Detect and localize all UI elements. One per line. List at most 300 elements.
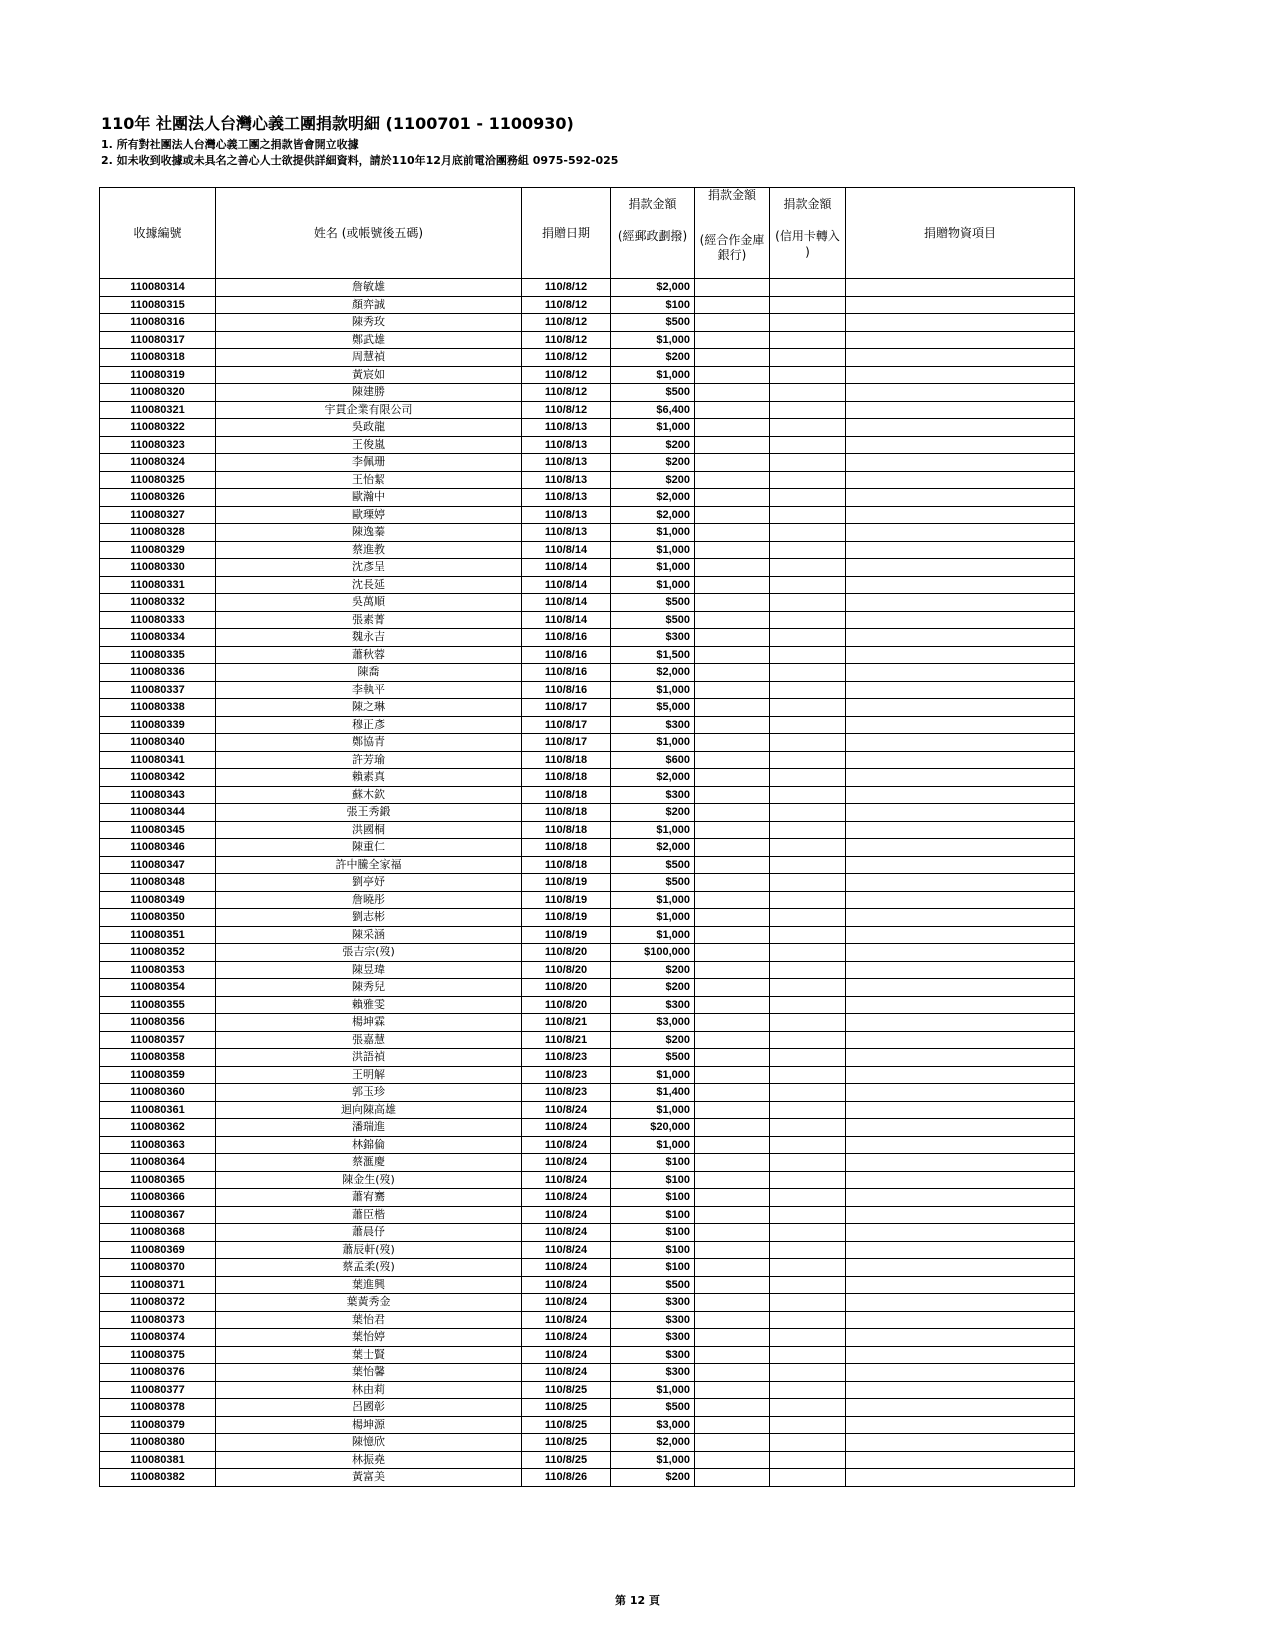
- table-row: [100, 279, 1075, 297]
- postal-amount-cell: $1,500: [611, 646, 695, 664]
- receipt-cell: 110080370: [100, 1259, 216, 1277]
- items-cell: [846, 1294, 1075, 1312]
- bank-amount-cell: [695, 856, 770, 874]
- table-row: [100, 961, 1075, 979]
- items-cell: [846, 961, 1075, 979]
- date-cell: 110/8/24: [522, 1136, 611, 1154]
- date-cell: 110/8/13: [522, 524, 611, 542]
- items-cell: [846, 734, 1075, 752]
- date-cell: 110/8/18: [522, 751, 611, 769]
- bank-amount-cell: [695, 909, 770, 927]
- receipt-cell: 110080378: [100, 1399, 216, 1417]
- credit-amount-cell: [770, 699, 846, 717]
- donor-name-cell: 穆正彥: [216, 716, 522, 734]
- credit-amount-cell: [770, 436, 846, 454]
- credit-amount-cell: [770, 1259, 846, 1277]
- postal-amount-cell: $1,400: [611, 1084, 695, 1102]
- date-cell: 110/8/12: [522, 384, 611, 402]
- bank-amount-cell: [695, 1206, 770, 1224]
- header-row: [100, 188, 1075, 279]
- bank-amount-cell: [695, 1434, 770, 1452]
- receipt-cell: 110080335: [100, 646, 216, 664]
- receipt-cell: 110080325: [100, 471, 216, 489]
- bank-amount-cell: [695, 1276, 770, 1294]
- credit-amount-cell: [770, 524, 846, 542]
- table-row: [100, 629, 1075, 647]
- credit-amount-cell: [770, 384, 846, 402]
- table-row: [100, 559, 1075, 577]
- receipt-cell: 110080352: [100, 944, 216, 962]
- postal-amount-cell: $6,400: [611, 401, 695, 419]
- donor-name-cell: 蕭宥騫: [216, 1189, 522, 1207]
- credit-amount-cell: [770, 1014, 846, 1032]
- date-cell: 110/8/12: [522, 296, 611, 314]
- bank-amount-cell: [695, 629, 770, 647]
- items-cell: [846, 331, 1075, 349]
- credit-amount-cell: [770, 1434, 846, 1452]
- date-cell: 110/8/25: [522, 1451, 611, 1469]
- date-cell: 110/8/17: [522, 699, 611, 717]
- postal-amount-cell: $200: [611, 349, 695, 367]
- postal-amount-cell: $1,000: [611, 559, 695, 577]
- table-row: [100, 1294, 1075, 1312]
- receipt-cell: 110080346: [100, 839, 216, 857]
- donor-name-cell: 張吉宗(歿): [216, 944, 522, 962]
- header-items: 捐贈物資項目: [846, 188, 1075, 279]
- credit-amount-cell: [770, 419, 846, 437]
- donor-name-cell: 李佩珊: [216, 454, 522, 472]
- date-cell: 110/8/23: [522, 1084, 611, 1102]
- postal-amount-cell: $1,000: [611, 1101, 695, 1119]
- postal-amount-cell: $200: [611, 961, 695, 979]
- bank-amount-cell: [695, 646, 770, 664]
- table-row: [100, 1206, 1075, 1224]
- date-cell: 110/8/25: [522, 1416, 611, 1434]
- table-row: [100, 1189, 1075, 1207]
- donor-name-cell: 吳政龍: [216, 419, 522, 437]
- receipt-cell: 110080341: [100, 751, 216, 769]
- items-cell: [846, 384, 1075, 402]
- items-cell: [846, 856, 1075, 874]
- credit-amount-cell: [770, 314, 846, 332]
- credit-amount-cell: [770, 1329, 846, 1347]
- header-bank-amount: 捐款金額 (經合作金庫 銀行): [695, 188, 770, 279]
- items-cell: [846, 769, 1075, 787]
- items-cell: [846, 874, 1075, 892]
- date-cell: 110/8/14: [522, 611, 611, 629]
- items-cell: [846, 1084, 1075, 1102]
- credit-amount-cell: [770, 891, 846, 909]
- receipt-cell: 110080372: [100, 1294, 216, 1312]
- credit-amount-cell: [770, 1241, 846, 1259]
- donor-name-cell: 陳憶欣: [216, 1434, 522, 1452]
- postal-amount-cell: $300: [611, 996, 695, 1014]
- donor-name-cell: 洪語禎: [216, 1049, 522, 1067]
- receipt-cell: 110080350: [100, 909, 216, 927]
- date-cell: 110/8/25: [522, 1434, 611, 1452]
- postal-amount-cell: $2,000: [611, 664, 695, 682]
- credit-amount-cell: [770, 734, 846, 752]
- header-date: 捐贈日期: [522, 188, 611, 279]
- credit-amount-cell: [770, 786, 846, 804]
- date-cell: 110/8/24: [522, 1294, 611, 1312]
- receipt-cell: 110080344: [100, 804, 216, 822]
- receipt-cell: 110080373: [100, 1311, 216, 1329]
- credit-amount-cell: [770, 1364, 846, 1382]
- credit-amount-cell: [770, 454, 846, 472]
- bank-amount-cell: [695, 1066, 770, 1084]
- table-row: [100, 716, 1075, 734]
- credit-amount-cell: [770, 821, 846, 839]
- table-row: [100, 541, 1075, 559]
- items-cell: [846, 419, 1075, 437]
- date-cell: 110/8/24: [522, 1259, 611, 1277]
- postal-amount-cell: $100: [611, 1241, 695, 1259]
- credit-amount-cell: [770, 1381, 846, 1399]
- donor-name-cell: 蔡滙慶: [216, 1154, 522, 1172]
- receipt-cell: 110080359: [100, 1066, 216, 1084]
- bank-amount-cell: [695, 471, 770, 489]
- table-row: [100, 454, 1075, 472]
- table-row: [100, 1346, 1075, 1364]
- items-cell: [846, 401, 1075, 419]
- donor-name-cell: 楊坤霖: [216, 1014, 522, 1032]
- credit-amount-cell: [770, 1346, 846, 1364]
- postal-amount-cell: $500: [611, 856, 695, 874]
- bank-amount-cell: [695, 1154, 770, 1172]
- date-cell: 110/8/14: [522, 576, 611, 594]
- donor-name-cell: 葉怡馨: [216, 1364, 522, 1382]
- receipt-cell: 110080326: [100, 489, 216, 507]
- donor-name-cell: 許中騰全家福: [216, 856, 522, 874]
- table-row: [100, 944, 1075, 962]
- items-cell: [846, 1259, 1075, 1277]
- receipt-cell: 110080368: [100, 1224, 216, 1242]
- items-cell: [846, 1469, 1075, 1487]
- items-cell: [846, 1136, 1075, 1154]
- credit-amount-cell: [770, 1031, 846, 1049]
- items-cell: [846, 1206, 1075, 1224]
- receipt-cell: 110080358: [100, 1049, 216, 1067]
- date-cell: 110/8/12: [522, 314, 611, 332]
- bank-amount-cell: [695, 576, 770, 594]
- credit-amount-cell: [770, 909, 846, 927]
- items-cell: [846, 524, 1075, 542]
- credit-amount-cell: [770, 716, 846, 734]
- bank-amount-cell: [695, 1189, 770, 1207]
- postal-amount-cell: $2,000: [611, 1434, 695, 1452]
- date-cell: 110/8/16: [522, 681, 611, 699]
- postal-amount-cell: $1,000: [611, 366, 695, 384]
- table-row: [100, 1031, 1075, 1049]
- bank-amount-cell: [695, 524, 770, 542]
- table-row: [100, 1066, 1075, 1084]
- bank-amount-cell: [695, 1399, 770, 1417]
- postal-amount-cell: $300: [611, 1364, 695, 1382]
- donor-name-cell: 陳采涵: [216, 926, 522, 944]
- credit-amount-cell: [770, 1154, 846, 1172]
- table-row: [100, 1451, 1075, 1469]
- receipt-cell: 110080365: [100, 1171, 216, 1189]
- donor-name-cell: 蕭晨伃: [216, 1224, 522, 1242]
- donor-name-cell: 郭玉珍: [216, 1084, 522, 1102]
- bank-amount-cell: [695, 734, 770, 752]
- date-cell: 110/8/12: [522, 279, 611, 297]
- items-cell: [846, 611, 1075, 629]
- credit-amount-cell: [770, 1399, 846, 1417]
- receipt-cell: 110080317: [100, 331, 216, 349]
- bank-amount-cell: [695, 786, 770, 804]
- date-cell: 110/8/24: [522, 1276, 611, 1294]
- items-cell: [846, 751, 1075, 769]
- credit-amount-cell: [770, 926, 846, 944]
- items-cell: [846, 926, 1075, 944]
- receipt-cell: 110080376: [100, 1364, 216, 1382]
- receipt-cell: 110080360: [100, 1084, 216, 1102]
- credit-amount-cell: [770, 489, 846, 507]
- date-cell: 110/8/17: [522, 716, 611, 734]
- postal-amount-cell: $300: [611, 629, 695, 647]
- credit-amount-cell: [770, 1451, 846, 1469]
- items-cell: [846, 471, 1075, 489]
- bank-amount-cell: [695, 681, 770, 699]
- receipt-cell: 110080316: [100, 314, 216, 332]
- date-cell: 110/8/14: [522, 541, 611, 559]
- table-row: [100, 1399, 1075, 1417]
- date-cell: 110/8/18: [522, 769, 611, 787]
- date-cell: 110/8/18: [522, 804, 611, 822]
- date-cell: 110/8/18: [522, 786, 611, 804]
- donor-name-cell: 陳秀玫: [216, 314, 522, 332]
- date-cell: 110/8/12: [522, 401, 611, 419]
- items-cell: [846, 1031, 1075, 1049]
- date-cell: 110/8/13: [522, 506, 611, 524]
- date-cell: 110/8/16: [522, 629, 611, 647]
- bank-amount-cell: [695, 349, 770, 367]
- postal-amount-cell: $100: [611, 1171, 695, 1189]
- receipt-cell: 110080349: [100, 891, 216, 909]
- table-row: [100, 1276, 1075, 1294]
- credit-amount-cell: [770, 401, 846, 419]
- bank-amount-cell: [695, 996, 770, 1014]
- items-cell: [846, 1399, 1075, 1417]
- bank-amount-cell: [695, 1381, 770, 1399]
- receipt-cell: 110080315: [100, 296, 216, 314]
- date-cell: 110/8/24: [522, 1119, 611, 1137]
- donor-name-cell: 周慧禎: [216, 349, 522, 367]
- postal-amount-cell: $1,000: [611, 891, 695, 909]
- receipt-cell: 110080354: [100, 979, 216, 997]
- items-cell: [846, 1276, 1075, 1294]
- date-cell: 110/8/20: [522, 979, 611, 997]
- date-cell: 110/8/12: [522, 331, 611, 349]
- bank-amount-cell: [695, 961, 770, 979]
- table-row: [100, 1241, 1075, 1259]
- donor-name-cell: 迴向陳高雄: [216, 1101, 522, 1119]
- bank-amount-cell: [695, 1101, 770, 1119]
- credit-amount-cell: [770, 1189, 846, 1207]
- table-row: [100, 296, 1075, 314]
- table-row: [100, 366, 1075, 384]
- postal-amount-cell: $5,000: [611, 699, 695, 717]
- donor-name-cell: 呂國彰: [216, 1399, 522, 1417]
- donor-name-cell: 陳喬: [216, 664, 522, 682]
- date-cell: 110/8/25: [522, 1399, 611, 1417]
- receipt-cell: 110080333: [100, 611, 216, 629]
- credit-amount-cell: [770, 874, 846, 892]
- header-credit-amount: 捐款金額 (信用卡轉入 ): [770, 188, 846, 279]
- postal-amount-cell: $200: [611, 454, 695, 472]
- bank-amount-cell: [695, 1294, 770, 1312]
- donor-name-cell: 賴雅雯: [216, 996, 522, 1014]
- receipt-cell: 110080375: [100, 1346, 216, 1364]
- items-cell: [846, 944, 1075, 962]
- date-cell: 110/8/20: [522, 961, 611, 979]
- donor-name-cell: 蔡孟柔(歿): [216, 1259, 522, 1277]
- receipt-cell: 110080319: [100, 366, 216, 384]
- date-cell: 110/8/24: [522, 1224, 611, 1242]
- receipt-cell: 110080380: [100, 1434, 216, 1452]
- receipt-cell: 110080342: [100, 769, 216, 787]
- donor-name-cell: 蕭臣楷: [216, 1206, 522, 1224]
- bank-amount-cell: [695, 1014, 770, 1032]
- date-cell: 110/8/26: [522, 1469, 611, 1487]
- items-cell: [846, 541, 1075, 559]
- table-row: [100, 769, 1075, 787]
- table-row: [100, 314, 1075, 332]
- table-row: [100, 576, 1075, 594]
- credit-amount-cell: [770, 1119, 846, 1137]
- donor-name-cell: 洪國桐: [216, 821, 522, 839]
- postal-amount-cell: $2,000: [611, 769, 695, 787]
- table-row: [100, 489, 1075, 507]
- items-cell: [846, 314, 1075, 332]
- table-row: [100, 1434, 1075, 1452]
- credit-amount-cell: [770, 1294, 846, 1312]
- table-row: [100, 1469, 1075, 1487]
- postal-amount-cell: $1,000: [611, 576, 695, 594]
- donor-name-cell: 吳萬順: [216, 594, 522, 612]
- credit-amount-cell: [770, 471, 846, 489]
- receipt-cell: 110080369: [100, 1241, 216, 1259]
- credit-amount-cell: [770, 856, 846, 874]
- credit-amount-cell: [770, 1416, 846, 1434]
- bank-amount-cell: [695, 1049, 770, 1067]
- postal-amount-cell: $200: [611, 436, 695, 454]
- credit-amount-cell: [770, 664, 846, 682]
- items-cell: [846, 699, 1075, 717]
- receipt-cell: 110080353: [100, 961, 216, 979]
- bank-amount-cell: [695, 699, 770, 717]
- items-cell: [846, 296, 1075, 314]
- bank-amount-cell: [695, 1451, 770, 1469]
- items-cell: [846, 1101, 1075, 1119]
- receipt-cell: 110080371: [100, 1276, 216, 1294]
- date-cell: 110/8/19: [522, 909, 611, 927]
- donor-name-cell: 黃宸如: [216, 366, 522, 384]
- postal-amount-cell: $300: [611, 1329, 695, 1347]
- receipt-cell: 110080367: [100, 1206, 216, 1224]
- date-cell: 110/8/21: [522, 1014, 611, 1032]
- receipt-cell: 110080361: [100, 1101, 216, 1119]
- donor-name-cell: 陳之琳: [216, 699, 522, 717]
- donor-name-cell: 王明解: [216, 1066, 522, 1084]
- bank-amount-cell: [695, 1469, 770, 1487]
- table-row: [100, 909, 1075, 927]
- items-cell: [846, 821, 1075, 839]
- credit-amount-cell: [770, 541, 846, 559]
- bank-amount-cell: [695, 1259, 770, 1277]
- bank-amount-cell: [695, 541, 770, 559]
- credit-amount-cell: [770, 646, 846, 664]
- credit-amount-cell: [770, 769, 846, 787]
- bank-amount-cell: [695, 1241, 770, 1259]
- postal-amount-cell: $200: [611, 1031, 695, 1049]
- postal-amount-cell: $500: [611, 594, 695, 612]
- receipt-cell: 110080379: [100, 1416, 216, 1434]
- credit-amount-cell: [770, 1224, 846, 1242]
- postal-amount-cell: $20,000: [611, 1119, 695, 1137]
- items-cell: [846, 629, 1075, 647]
- bank-amount-cell: [695, 279, 770, 297]
- date-cell: 110/8/17: [522, 734, 611, 752]
- items-cell: [846, 1154, 1075, 1172]
- date-cell: 110/8/16: [522, 664, 611, 682]
- credit-amount-cell: [770, 1136, 846, 1154]
- receipt-cell: 110080377: [100, 1381, 216, 1399]
- postal-amount-cell: $500: [611, 314, 695, 332]
- receipt-cell: 110080355: [100, 996, 216, 1014]
- items-cell: [846, 1171, 1075, 1189]
- table-row: [100, 1119, 1075, 1137]
- postal-amount-cell: $1,000: [611, 524, 695, 542]
- postal-amount-cell: $100: [611, 296, 695, 314]
- bank-amount-cell: [695, 1311, 770, 1329]
- donor-name-cell: 詹敏雄: [216, 279, 522, 297]
- postal-amount-cell: $300: [611, 1346, 695, 1364]
- date-cell: 110/8/23: [522, 1049, 611, 1067]
- bank-amount-cell: [695, 1329, 770, 1347]
- receipt-cell: 110080320: [100, 384, 216, 402]
- bank-amount-cell: [695, 1171, 770, 1189]
- table-row: [100, 419, 1075, 437]
- donor-name-cell: 魏永吉: [216, 629, 522, 647]
- bank-amount-cell: [695, 944, 770, 962]
- receipt-cell: 110080332: [100, 594, 216, 612]
- receipt-cell: 110080364: [100, 1154, 216, 1172]
- table-row: [100, 1259, 1075, 1277]
- receipt-cell: 110080327: [100, 506, 216, 524]
- date-cell: 110/8/20: [522, 996, 611, 1014]
- note-contact: 2. 如未收到收據或未具名之善心人士欲提供詳細資料，請於110年12月底前電洽團務組 0975-592-025: [101, 154, 619, 167]
- donor-name-cell: 李執平: [216, 681, 522, 699]
- credit-amount-cell: [770, 331, 846, 349]
- donor-name-cell: 蔡進教: [216, 541, 522, 559]
- receipt-cell: 110080374: [100, 1329, 216, 1347]
- date-cell: 110/8/24: [522, 1206, 611, 1224]
- table-row: [100, 1329, 1075, 1347]
- bank-amount-cell: [695, 366, 770, 384]
- items-cell: [846, 436, 1075, 454]
- bank-amount-cell: [695, 1416, 770, 1434]
- table-row: [100, 436, 1075, 454]
- items-cell: [846, 1416, 1075, 1434]
- receipt-cell: 110080345: [100, 821, 216, 839]
- table-row: [100, 734, 1075, 752]
- credit-amount-cell: [770, 1206, 846, 1224]
- items-cell: [846, 839, 1075, 857]
- postal-amount-cell: $2,000: [611, 489, 695, 507]
